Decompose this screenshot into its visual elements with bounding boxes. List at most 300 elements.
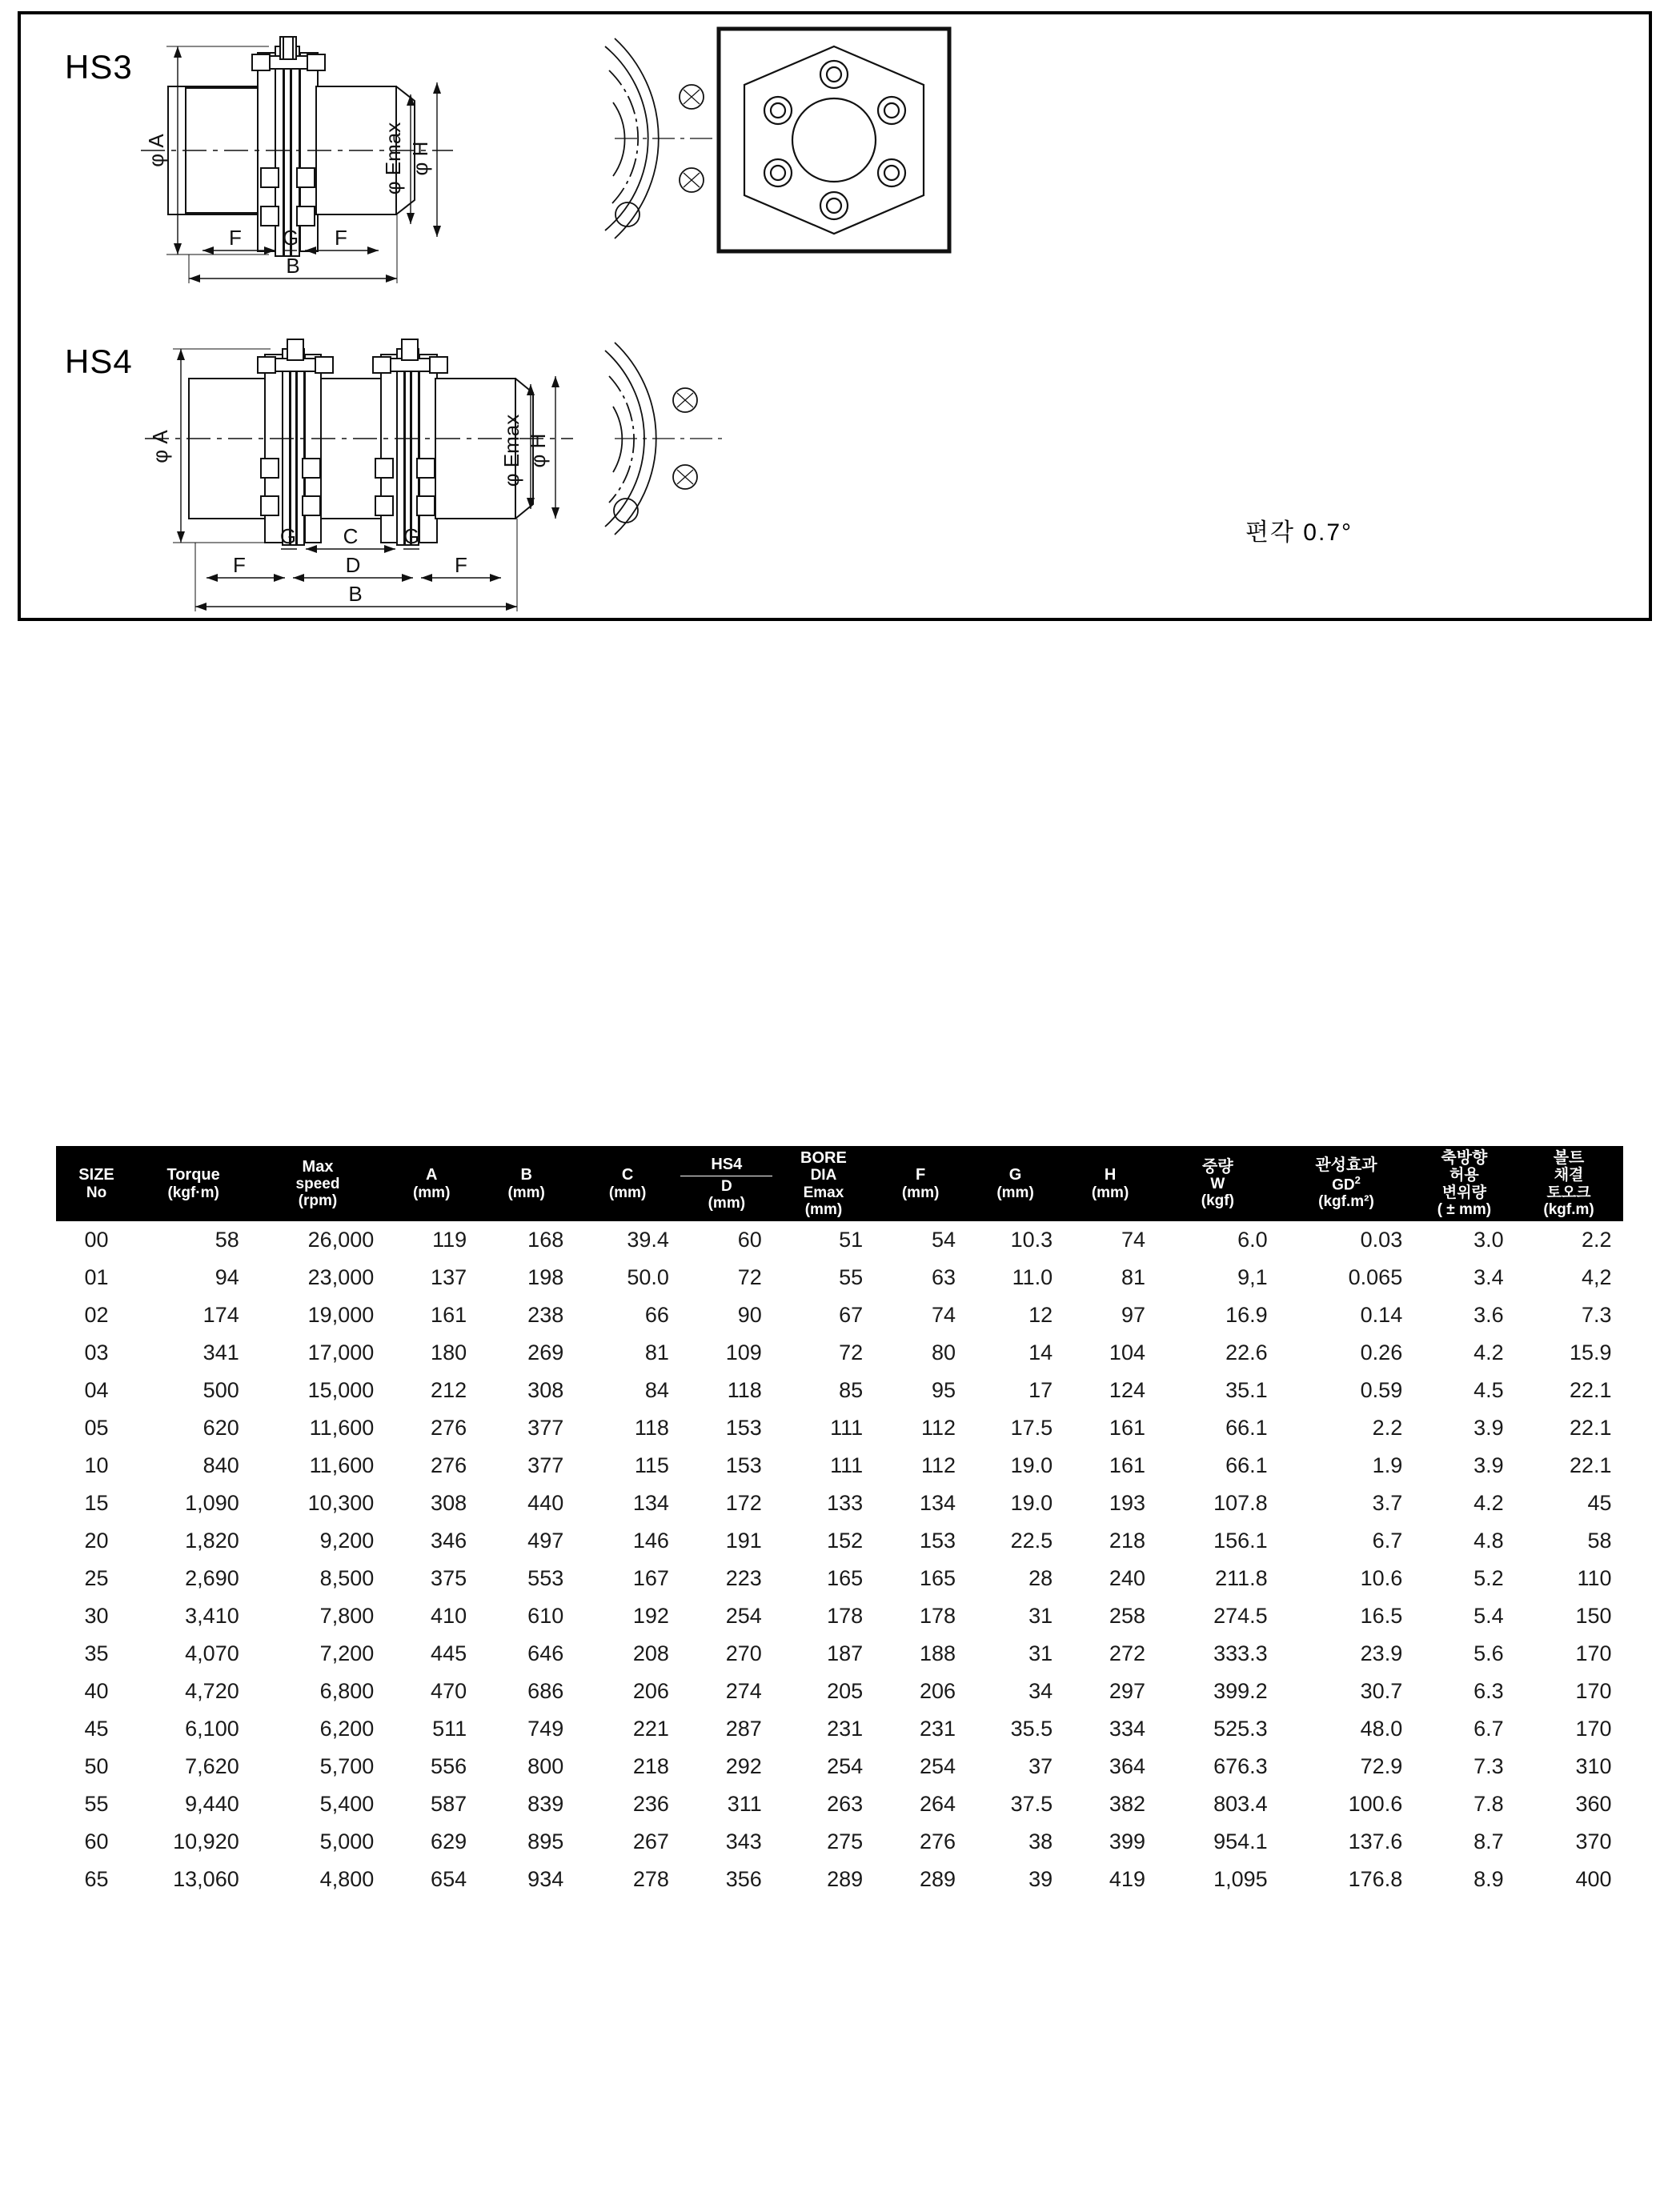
header-torque: Torque (kgf·m)	[137, 1147, 251, 1221]
table-cell: 620	[202, 1416, 239, 1441]
table-cell: 104	[1109, 1340, 1145, 1365]
table-cell: 111	[830, 1416, 864, 1441]
table-cell: 419	[1109, 1867, 1145, 1892]
table-cell: 01	[84, 1265, 109, 1290]
table-cell: 377	[527, 1453, 564, 1478]
table-cell: 278	[632, 1867, 669, 1892]
table-cell: 191	[725, 1529, 762, 1553]
table-cell: 7.3	[1581, 1303, 1612, 1328]
table-cell: 137	[431, 1265, 467, 1290]
table-cell: 205	[827, 1679, 864, 1704]
table-cell: 4,720	[185, 1679, 239, 1704]
table-cell: 254	[725, 1604, 762, 1629]
table-cell: 287	[725, 1717, 762, 1741]
table-cell: 272	[1109, 1641, 1145, 1666]
hs3-dim-phi-a: φ A	[144, 134, 168, 167]
table-row	[57, 1597, 1623, 1635]
table-cell: 35	[84, 1641, 109, 1666]
table-cell: 10,300	[307, 1491, 375, 1516]
table-cell: 400	[1575, 1867, 1612, 1892]
table-cell: 02	[84, 1303, 109, 1328]
table-cell: 1,090	[185, 1491, 239, 1516]
table-cell: 153	[725, 1416, 762, 1441]
table-cell: 240	[1109, 1566, 1145, 1591]
table-cell: 72	[839, 1340, 864, 1365]
table-cell: 95	[931, 1378, 956, 1403]
table-cell: 360	[1575, 1792, 1612, 1817]
table-cell: 170	[1575, 1641, 1612, 1666]
table-cell: 58	[215, 1228, 239, 1252]
table-cell: 80	[931, 1340, 956, 1365]
header-c: C (mm)	[575, 1147, 680, 1221]
table-cell: 94	[215, 1265, 239, 1290]
table-cell: 7,200	[319, 1641, 375, 1666]
table-cell: 15,000	[307, 1378, 375, 1403]
table-cell: 118	[727, 1378, 762, 1403]
hs3-dim-phi-h: φ H	[408, 141, 432, 176]
table-cell: 377	[527, 1416, 564, 1441]
table-cell: 646	[527, 1641, 564, 1666]
table-cell: 37	[1028, 1754, 1053, 1779]
table-cell: 31	[1028, 1641, 1053, 1666]
table-cell: 50	[84, 1754, 109, 1779]
table-cell: 55	[84, 1792, 109, 1817]
table-cell: 0.065	[1348, 1265, 1403, 1290]
table-cell: 4,800	[319, 1867, 375, 1892]
table-cell: 188	[919, 1641, 956, 1666]
table-cell: 4.5	[1474, 1378, 1504, 1403]
table-cell: 221	[632, 1717, 669, 1741]
table-cell: 109	[725, 1340, 762, 1365]
table-cell: 0.59	[1360, 1378, 1403, 1403]
table-row	[57, 1522, 1623, 1560]
table-cell: 525.3	[1213, 1717, 1268, 1741]
table-cell: 115	[634, 1453, 669, 1478]
hs3-dim-f-left: F	[229, 226, 242, 250]
table-cell: 264	[919, 1792, 956, 1817]
table-cell: 146	[632, 1529, 669, 1553]
table-row	[57, 1221, 1623, 1260]
hs4-dim-f-left: F	[233, 553, 246, 577]
table-cell: 276	[919, 1829, 956, 1854]
table-cell: 22.1	[1569, 1378, 1612, 1403]
header-bolt-torque: 볼트 채결 토오크 (kgf.m)	[1515, 1147, 1623, 1221]
table-cell: 511	[432, 1717, 467, 1741]
table-cell: 178	[827, 1604, 864, 1629]
table-cell: 2.2	[1581, 1228, 1612, 1252]
header-g: G (mm)	[967, 1147, 1064, 1221]
table-cell: 55	[839, 1265, 864, 1290]
table-cell: 23,000	[307, 1265, 375, 1290]
table-cell: 9,1	[1237, 1265, 1268, 1290]
table-cell: 375	[431, 1566, 467, 1591]
table-cell: 399.2	[1213, 1679, 1268, 1704]
table-cell: 17	[1028, 1378, 1053, 1403]
hs4-dim-g-left: G	[279, 524, 297, 548]
table-cell: 10.3	[1010, 1228, 1053, 1252]
table-cell: 22.6	[1225, 1340, 1268, 1365]
table-cell: 31	[1028, 1604, 1053, 1629]
table-cell: 85	[839, 1378, 864, 1403]
table-cell: 258	[1109, 1604, 1145, 1629]
table-cell: 00	[84, 1228, 109, 1252]
hs4-dim-phi-a: φ A	[148, 430, 172, 463]
table-cell: 3.7	[1372, 1491, 1403, 1516]
table-cell: 934	[527, 1867, 564, 1892]
table-cell: 5.4	[1474, 1604, 1504, 1629]
table-cell: 153	[725, 1453, 762, 1478]
table-cell: 364	[1109, 1754, 1145, 1779]
table-cell: 276	[431, 1416, 467, 1441]
table-cell: 629	[431, 1829, 467, 1854]
header-hs4-d: HS4 D (mm)	[680, 1147, 773, 1221]
table-cell: 161	[1109, 1416, 1145, 1441]
table-cell: 5.6	[1474, 1641, 1504, 1666]
table-cell: 90	[737, 1303, 762, 1328]
table-cell: 28	[1028, 1566, 1053, 1591]
table-cell: 410	[431, 1604, 467, 1629]
header-axial-displacement: 축방향 허용 변위량 ( ± mm)	[1413, 1147, 1514, 1221]
table-cell: 954.1	[1213, 1829, 1268, 1854]
table-cell: 81	[1121, 1265, 1145, 1290]
table-cell: 231	[919, 1717, 956, 1741]
table-cell: 9,440	[185, 1792, 239, 1817]
table-cell: 292	[725, 1754, 762, 1779]
table-cell: 308	[527, 1378, 564, 1403]
table-cell: 276	[431, 1453, 467, 1478]
table-cell: 174	[202, 1303, 239, 1328]
table-cell: 311	[727, 1792, 762, 1817]
table-cell: 310	[1575, 1754, 1612, 1779]
table-cell: 289	[919, 1867, 956, 1892]
table-cell: 161	[1109, 1453, 1145, 1478]
table-cell: 153	[919, 1529, 956, 1553]
table-cell: 63	[931, 1265, 956, 1290]
table-cell: 34	[1028, 1679, 1053, 1704]
table-cell: 119	[432, 1228, 467, 1252]
hs3-dim-b: B	[286, 254, 300, 278]
table-cell: 749	[527, 1717, 564, 1741]
table-row	[57, 1823, 1623, 1861]
table-cell: 65	[84, 1867, 109, 1892]
table-cell: 13,060	[173, 1867, 239, 1892]
table-cell: 11.0	[1012, 1265, 1053, 1290]
table-row	[57, 1861, 1623, 1898]
table-cell: 7.3	[1474, 1754, 1504, 1779]
header-bore-dia-emax: BORE DIA Emax (mm)	[773, 1147, 874, 1221]
table-cell: 84	[644, 1378, 669, 1403]
table-cell: 15	[84, 1491, 109, 1516]
table-cell: 263	[827, 1792, 864, 1817]
table-cell: 110	[1577, 1566, 1612, 1591]
table-cell: 9,200	[319, 1529, 375, 1553]
table-cell: 1.9	[1372, 1453, 1403, 1478]
header-inertia-gd2: 관성효과 $GD^2$ (kgf.m²)	[1279, 1147, 1414, 1221]
table-cell: 8.7	[1474, 1829, 1504, 1854]
drawing-panel	[18, 11, 1652, 621]
table-cell: 178	[919, 1604, 956, 1629]
table-cell: 22.1	[1569, 1453, 1612, 1478]
table-row	[57, 1372, 1623, 1409]
table-cell: 676.3	[1213, 1754, 1268, 1779]
hs4-dim-c: C	[343, 524, 359, 548]
table-cell: 40	[84, 1679, 109, 1704]
table-row	[57, 1296, 1623, 1334]
header-a: A (mm)	[385, 1147, 478, 1221]
table-cell: 112	[920, 1453, 956, 1478]
table-cell: 04	[84, 1378, 109, 1403]
table-row	[57, 1785, 1623, 1823]
table-cell: 35.5	[1010, 1717, 1053, 1741]
table-cell: 270	[725, 1641, 762, 1666]
table-cell: 26,000	[307, 1228, 375, 1252]
table-cell: 19.0	[1010, 1491, 1053, 1516]
table-row	[57, 1447, 1623, 1485]
table-cell: 399	[1109, 1829, 1145, 1854]
table-cell: 231	[827, 1717, 864, 1741]
table-cell: 269	[527, 1340, 564, 1365]
table-cell: 20	[84, 1529, 109, 1553]
table-cell: 370	[1575, 1829, 1612, 1854]
table-cell: 803.4	[1213, 1792, 1268, 1817]
table-cell: 58	[1587, 1529, 1612, 1553]
header-f: F (mm)	[874, 1147, 967, 1221]
table-cell: 5.2	[1474, 1566, 1504, 1591]
hs4-dim-f-right: F	[455, 553, 467, 577]
table-cell: 308	[431, 1491, 467, 1516]
table-cell: 50.0	[627, 1265, 669, 1290]
table-cell: 11,600	[309, 1416, 375, 1441]
table-cell: 800	[527, 1754, 564, 1779]
table-row	[57, 1710, 1623, 1748]
table-cell: 48.0	[1360, 1717, 1403, 1741]
table-cell: 334	[1109, 1717, 1145, 1741]
table-cell: 161	[431, 1303, 467, 1328]
table-cell: 03	[84, 1340, 109, 1365]
table-cell: 124	[1109, 1378, 1145, 1403]
table-cell: 39.4	[627, 1228, 669, 1252]
table-cell: 610	[527, 1604, 564, 1629]
table-cell: 5,700	[319, 1754, 375, 1779]
table-cell: 192	[632, 1604, 669, 1629]
table-row	[57, 1560, 1623, 1597]
table-cell: 17,000	[307, 1340, 375, 1365]
table-cell: 12	[1028, 1303, 1053, 1328]
table-cell: 15.9	[1569, 1340, 1612, 1365]
table-cell: 346	[431, 1529, 467, 1553]
table-cell: 208	[632, 1641, 669, 1666]
table-cell: 840	[202, 1453, 239, 1478]
table-cell: 0.26	[1360, 1340, 1403, 1365]
table-cell: 67	[839, 1303, 864, 1328]
table-cell: 193	[1109, 1491, 1145, 1516]
table-cell: 3.6	[1474, 1303, 1504, 1328]
table-cell: 206	[632, 1679, 669, 1704]
table-cell: 16.5	[1360, 1604, 1403, 1629]
coupling-drawing	[21, 14, 1649, 618]
table-cell: 341	[202, 1340, 239, 1365]
table-cell: 8.9	[1474, 1867, 1504, 1892]
table-cell: 274.5	[1213, 1604, 1268, 1629]
table-cell: 4.8	[1474, 1529, 1504, 1553]
table-cell: 72	[737, 1265, 762, 1290]
table-cell: 3.9	[1474, 1416, 1504, 1441]
table-cell: 19.0	[1010, 1453, 1053, 1478]
table-cell: 8,500	[319, 1566, 375, 1591]
table-cell: 100.6	[1348, 1792, 1403, 1817]
table-cell: 553	[527, 1566, 564, 1591]
table-cell: 206	[919, 1679, 956, 1704]
header-size-no: SIZE No	[57, 1147, 137, 1221]
table-cell: 500	[202, 1378, 239, 1403]
hs3-dim-f-right: F	[335, 226, 347, 250]
table-row	[57, 1409, 1623, 1447]
table-cell: 111	[830, 1453, 864, 1478]
table-cell: 60	[84, 1829, 109, 1854]
table-cell: 267	[632, 1829, 669, 1854]
table-cell: 134	[919, 1491, 956, 1516]
table-cell: 274	[725, 1679, 762, 1704]
table-header	[57, 1147, 1623, 1221]
table-cell: 180	[431, 1340, 467, 1365]
table-cell: 45	[1587, 1491, 1612, 1516]
table-cell: 167	[632, 1566, 669, 1591]
table-cell: 187	[827, 1641, 864, 1666]
table-cell: 39	[1028, 1867, 1053, 1892]
table-cell: 168	[527, 1228, 564, 1252]
hs4-dim-d: D	[345, 553, 361, 577]
table-cell: 51	[839, 1228, 864, 1252]
table-row	[57, 1635, 1623, 1673]
table-cell: 150	[1575, 1604, 1612, 1629]
table-cell: 74	[931, 1303, 956, 1328]
table-cell: 4.2	[1474, 1491, 1504, 1516]
table-cell: 38	[1028, 1829, 1053, 1854]
table-cell: 10	[84, 1453, 109, 1478]
table-cell: 382	[1109, 1792, 1145, 1817]
table-cell: 218	[1109, 1529, 1145, 1553]
table-cell: 238	[527, 1303, 564, 1328]
hs3-dim-phi-emax: φ Emax	[381, 122, 405, 195]
table-cell: 587	[431, 1792, 467, 1817]
table-cell: 4.2	[1474, 1340, 1504, 1365]
table-cell: 30	[84, 1604, 109, 1629]
table-cell: 2,690	[185, 1566, 239, 1591]
table-cell: 176.8	[1348, 1867, 1403, 1892]
table-cell: 6,800	[319, 1679, 375, 1704]
table-cell: 107.8	[1213, 1491, 1268, 1516]
table-cell: 97	[1121, 1303, 1145, 1328]
table-row	[57, 1673, 1623, 1710]
table-cell: 254	[827, 1754, 864, 1779]
table-cell: 0.14	[1360, 1303, 1403, 1328]
table-cell: 81	[644, 1340, 669, 1365]
hs3-dim-g: G	[282, 226, 299, 250]
table-cell: 165	[919, 1566, 956, 1591]
table-cell: 45	[84, 1717, 109, 1741]
table-cell: 343	[725, 1829, 762, 1854]
table-cell: 7,800	[319, 1604, 375, 1629]
table-cell: 654	[431, 1867, 467, 1892]
table-cell: 165	[827, 1566, 864, 1591]
table-cell: 118	[634, 1416, 669, 1441]
table-row	[57, 1334, 1623, 1372]
table-cell: 16.9	[1225, 1303, 1268, 1328]
table-cell: 440	[527, 1491, 564, 1516]
table-cell: 66.1	[1225, 1453, 1268, 1478]
hs4-dim-g-right: G	[403, 524, 420, 548]
table-cell: 6,100	[185, 1717, 239, 1741]
table-cell: 223	[725, 1566, 762, 1591]
hs4-dim-b: B	[348, 582, 363, 606]
table-cell: 6.3	[1474, 1679, 1504, 1704]
table-cell: 497	[527, 1529, 564, 1553]
table-cell: 152	[827, 1529, 864, 1553]
table-cell: 22.1	[1569, 1416, 1612, 1441]
table-cell: 0.03	[1360, 1228, 1403, 1252]
table-cell: 156.1	[1213, 1529, 1268, 1553]
table-cell: 172	[725, 1491, 762, 1516]
table-cell: 72.9	[1360, 1754, 1403, 1779]
table-cell: 275	[827, 1829, 864, 1854]
table-cell: 170	[1575, 1679, 1612, 1704]
table-cell: 254	[919, 1754, 956, 1779]
table-cell: 556	[431, 1754, 467, 1779]
table-cell: 37.5	[1010, 1792, 1053, 1817]
header-b: B (mm)	[478, 1147, 575, 1221]
table-cell: 211.8	[1215, 1566, 1268, 1591]
table-row	[57, 1485, 1623, 1522]
table-cell: 35.1	[1225, 1378, 1268, 1403]
table-cell: 10.6	[1360, 1566, 1403, 1591]
table-cell: 17.5	[1010, 1416, 1053, 1441]
table-cell: 19,000	[307, 1303, 375, 1328]
spec-table-container	[56, 1146, 1625, 1898]
table-cell: 10,920	[173, 1829, 239, 1854]
table-cell: 60	[737, 1228, 762, 1252]
table-cell: 289	[827, 1867, 864, 1892]
header-max-speed: Max speed (rpm)	[251, 1147, 386, 1221]
table-cell: 3.4	[1474, 1265, 1504, 1290]
table-cell: 134	[632, 1491, 669, 1516]
hs4-dim-phi-h: φ H	[526, 433, 550, 468]
table-cell: 198	[527, 1265, 564, 1290]
table-cell: 2.2	[1372, 1416, 1403, 1441]
table-cell: 895	[527, 1829, 564, 1854]
table-cell: 5,400	[319, 1792, 375, 1817]
table-cell: 3.9	[1474, 1453, 1504, 1478]
table-cell: 470	[431, 1679, 467, 1704]
table-cell: 4,2	[1581, 1265, 1612, 1290]
table-cell: 6.0	[1237, 1228, 1268, 1252]
table-cell: 3,410	[185, 1604, 239, 1629]
hs4-dim-phi-emax: φ Emax	[499, 414, 523, 487]
table-row	[57, 1748, 1623, 1785]
table-cell: 6.7	[1474, 1717, 1504, 1741]
table-cell: 3.0	[1474, 1228, 1504, 1252]
hs3-label: HS3	[65, 48, 133, 86]
table-cell: 297	[1109, 1679, 1145, 1704]
table-cell: 6.7	[1372, 1529, 1403, 1553]
table-cell: 236	[632, 1792, 669, 1817]
table-cell: 66.1	[1225, 1416, 1268, 1441]
table-cell: 356	[725, 1867, 762, 1892]
table-cell: 218	[632, 1754, 669, 1779]
table-body	[57, 1221, 1623, 1899]
table-row	[57, 1259, 1623, 1296]
table-cell: 7.8	[1474, 1792, 1504, 1817]
table-cell: 05	[84, 1416, 109, 1441]
